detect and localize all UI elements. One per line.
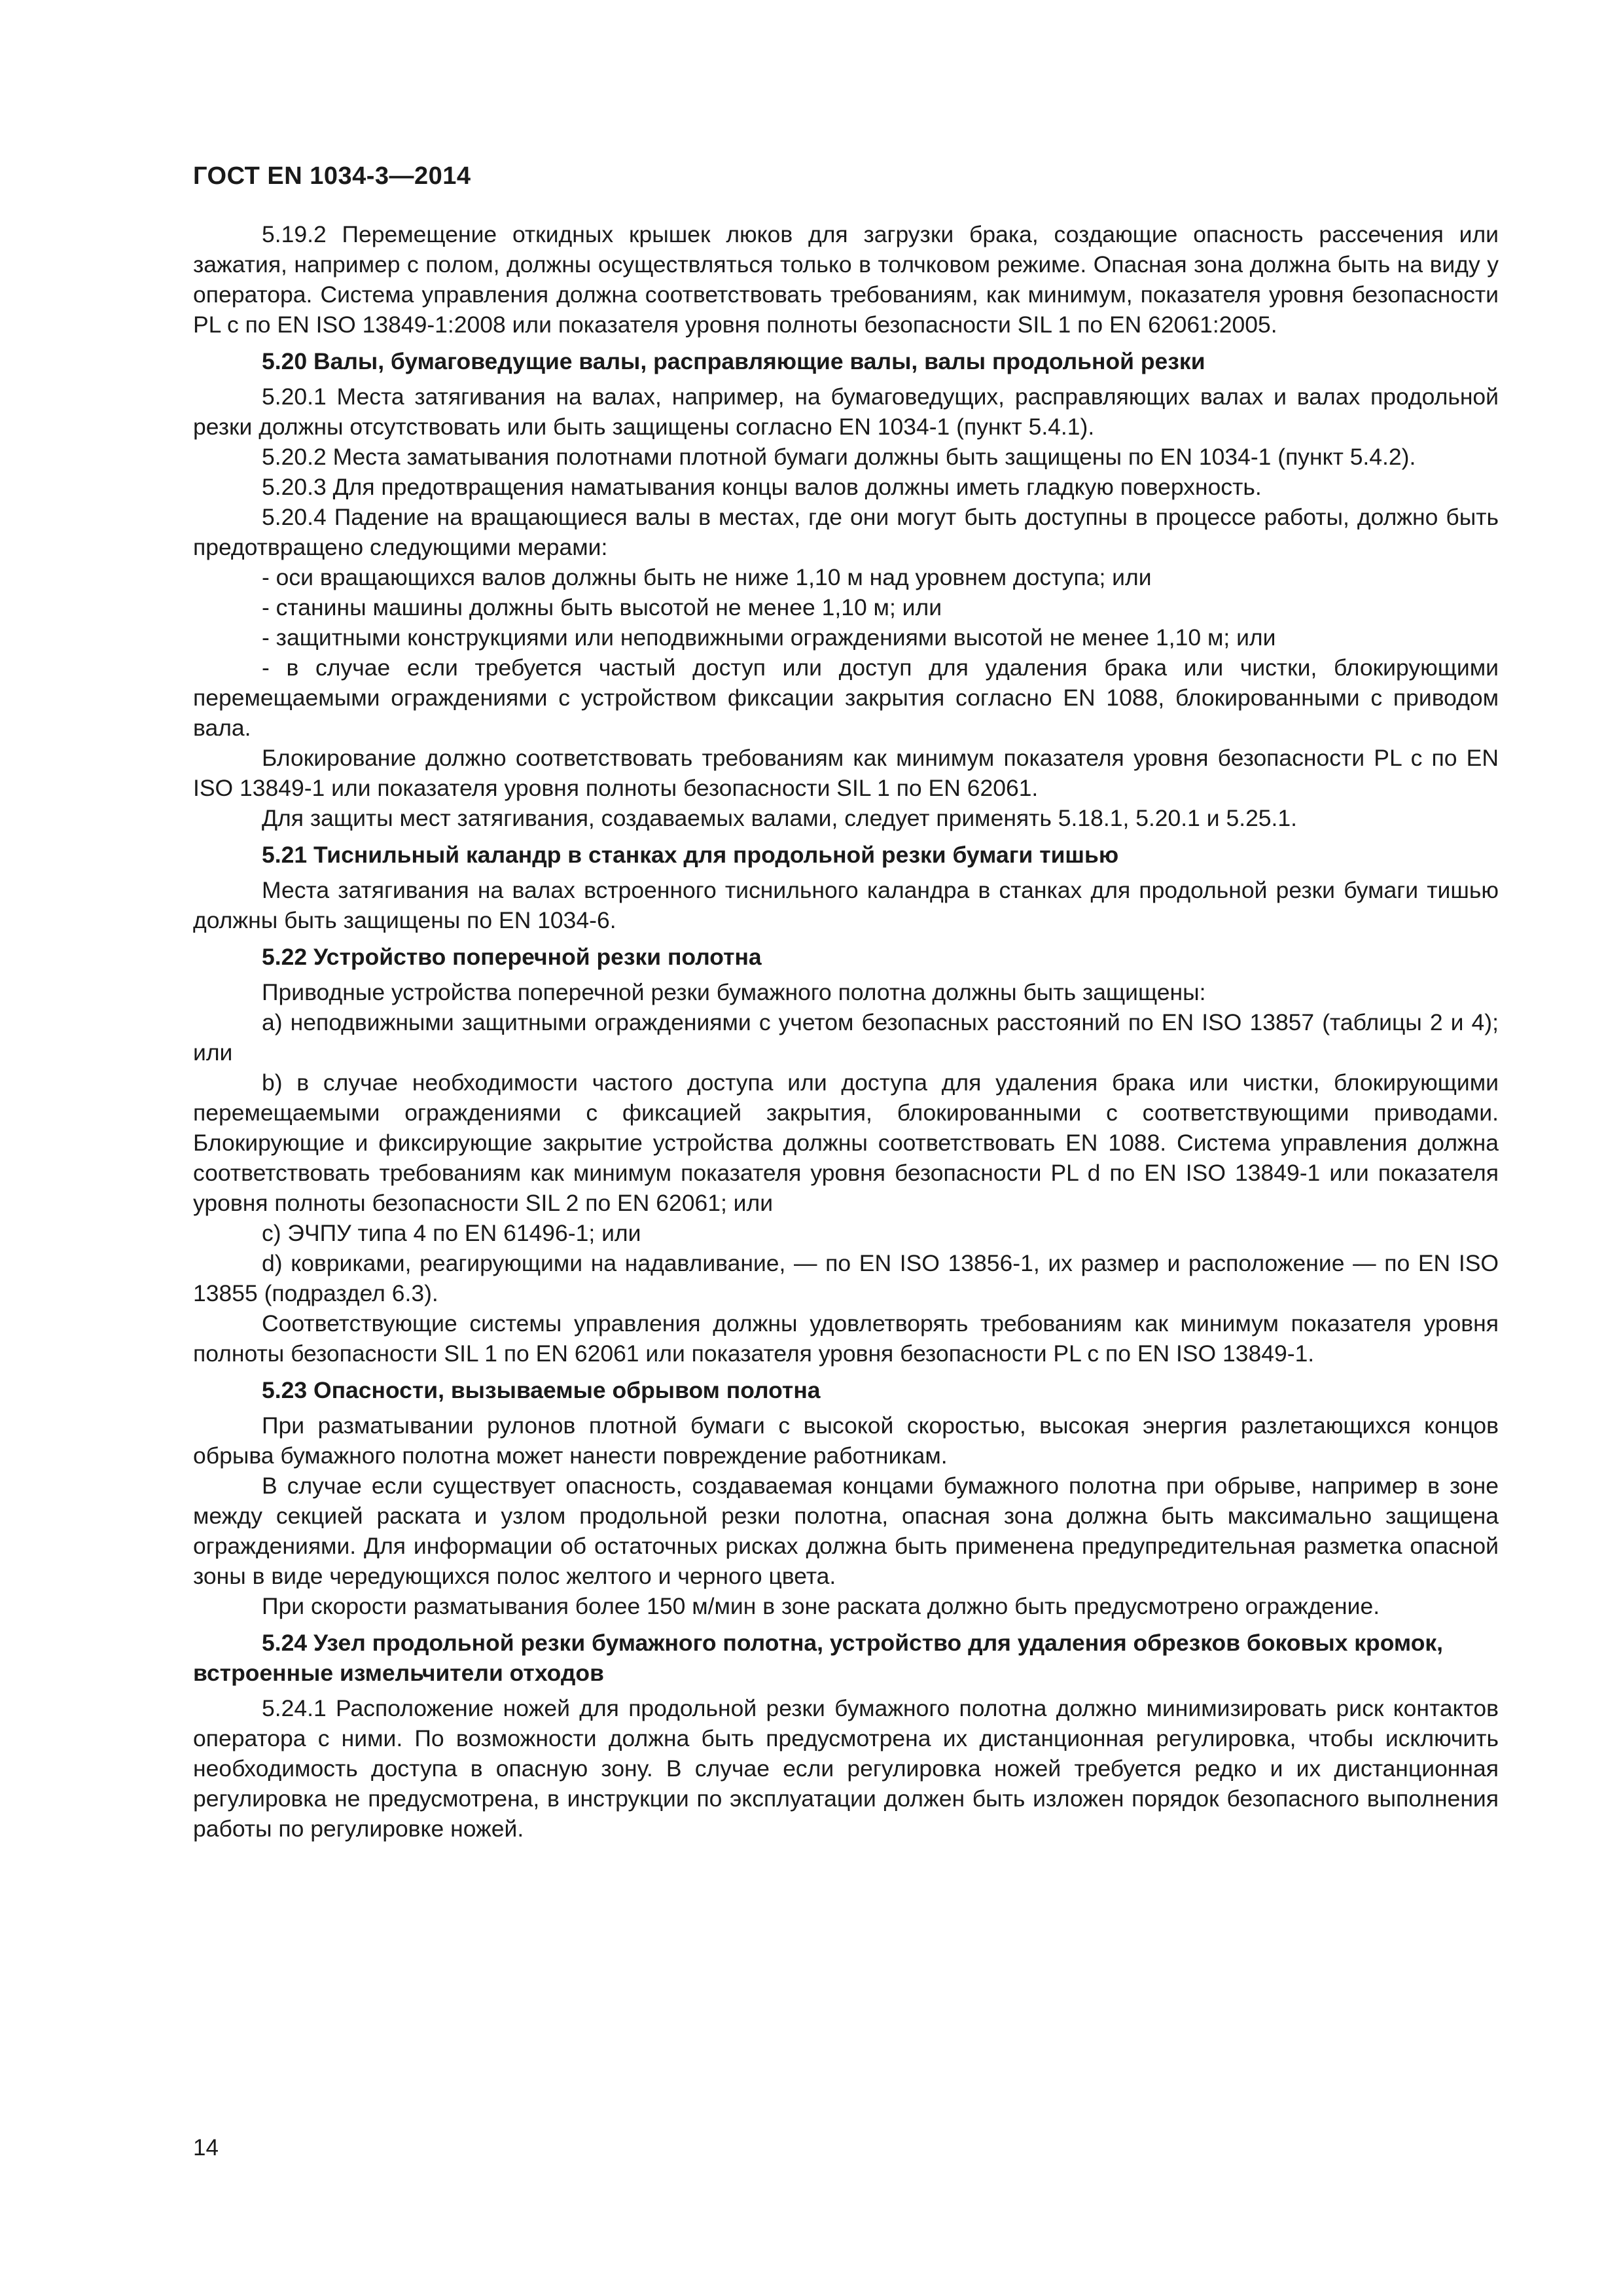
- paragraph-5-19-2: 5.19.2 Перемещение откидных крышек люков для загрузки брака, создающие опасность рассечения или зажатия, например с полом, должны осуществляться только в толчковом режиме. Опасная зона должна быть на виду у оператора. Система управления должна соответствовать требованиям, как минимум, показателя уровня безопасности PL с по EN ISO 13849-1:2008 или показателя уровня полноты безопасности SIL 1 по EN 62061:2005.: [193, 221, 1499, 338]
- list-item: - в случае если требуется частый доступ или доступ для удаления брака или чистки, блокирующими перемещаемыми ограждениями с устройством фиксации закрытия согласно EN 1088, блокированными с приводом вала.: [193, 655, 1499, 741]
- list-item: d) ковриками, реагирующими на надавливание, — по EN ISO 13856-1, их размер и расположение — по EN ISO 13855 (подраздел 6.3).: [193, 1250, 1499, 1306]
- paragraph: При скорости разматывания более 150 м/мин в зоне раската должно быть предусмотрено ограждение.: [262, 1593, 1380, 1619]
- paragraph: Для защиты мест затягивания, создаваемых валами, следует применять 5.18.1, 5.20.1 и 5.25.1.: [262, 805, 1298, 831]
- list-item: a) неподвижными защитными ограждениями с учетом безопасных расстояний по EN ISO 13857 (таблицы 2 и 4); или: [193, 1009, 1499, 1066]
- paragraph: Блокирование должно соответствовать требованиям как минимум показателя уровня безопасности PL с по EN ISO 13849-1 или показателя уровня полноты безопасности SIL 1 по EN 62061.: [193, 745, 1499, 801]
- paragraph: Места затягивания на валах встроенного тиснильного каландра в станках для продольной резки бумаги тишью должны быть защищены по EN 1034-6.: [193, 877, 1499, 933]
- document-body: [193, 219, 1499, 1844]
- list-item: b) в случае необходимости частого доступа или доступа для удаления брака или чистки, блокирующими перемещаемыми ограждениями с фиксацией закрытия, блокированными с соответствующими приводами. Блокирующие и фиксирующие закрытие устройства должны соответствовать EN 1088. Система управления должна соответствовать требованиям как минимум показателя уровня безопасности PL d по EN ISO 13849-1 или показателя уровня полноты безопасности SIL 2 по EN 62061; или: [193, 1069, 1499, 1216]
- list-item: c) ЭЧПУ типа 4 по EN 61496-1; или: [262, 1220, 641, 1246]
- paragraph-5-20-3: 5.20.3 Для предотвращения наматывания концы валов должны иметь гладкую поверхность.: [262, 474, 1262, 500]
- list-item: - оси вращающихся валов должны быть не ниже 1,10 м над уровнем доступа; или: [262, 564, 1152, 590]
- paragraph-5-24-1: 5.24.1 Расположение ножей для продольной резки бумажного полотна должно минимизировать риск контактов оператора с ними. По возможности должна быть предусмотрена их дистанционная регулировка, чтобы исключить необходимость доступа в опасную зону. В случае если регулировка ножей требуется редко и их дистанционная регулировка не предусмотрена, в инструкции по эксплуатации должен быть изложен порядок безопасного выполнения работы по регулировке ножей.: [193, 1695, 1499, 1842]
- paragraph: Соответствующие системы управления должны удовлетворять требованиям как минимум показателя уровня полноты безопасности SIL 1 по EN 62061 или показателя уровня безопасности PL с по EN ISO 13849-1.: [193, 1310, 1499, 1367]
- paragraph: При разматывании рулонов плотной бумаги с высокой скоростью, высокая энергия разлетающихся концов обрыва бумажного полотна может нанести повреждение работникам.: [193, 1412, 1499, 1469]
- paragraph-5-20-4: 5.20.4 Падение на вращающиеся валы в местах, где они могут быть доступны в процессе работы, должно быть предотвращено следующими мерами:: [193, 504, 1499, 560]
- paragraph: В случае если существует опасность, создаваемая концами бумажного полотна при обрыве, например в зоне между секцией раската и узлом продольной резки полотна, опасная зона должна быть максимально защищена ограждениями. Для информации об остаточных рисках должна быть применена предупредительная разметка опасной зоны в виде чередующихся полос желтого и черного цвета.: [193, 1473, 1499, 1589]
- list-item: - станины машины должны быть высотой не менее 1,10 м; или: [262, 594, 942, 620]
- document-header: ГОСТ EN 1034-3—2014: [193, 162, 471, 190]
- paragraph-5-20-1: 5.20.1 Места затягивания на валах, например, на бумаговедущих, расправляющих валах и валах продольной резки должны отсутствовать или быть защищены согласно EN 1034-1 (пункт 5.4.1).: [193, 384, 1499, 440]
- section-heading-5-24: 5.24 Узел продольной резки бумажного полотна, устройство для удаления обрезков боковых кромок, встроенные измельчители отходов: [193, 1630, 1444, 1686]
- list-item: - защитными конструкциями или неподвижными ограждениями высотой не менее 1,10 м; или: [262, 624, 1276, 651]
- section-heading-5-20: 5.20 Валы, бумаговедущие валы, расправляющие валы, валы продольной резки: [262, 348, 1205, 374]
- section-heading-5-22: 5.22 Устройство поперечной резки полотна: [262, 944, 762, 970]
- paragraph-5-20-2: 5.20.2 Места заматывания полотнами плотной бумаги должны быть защищены по EN 1034-1 (пункт 5.4.2).: [262, 444, 1416, 470]
- section-heading-5-21: 5.21 Тиснильный каландр в станках для продольной резки бумаги тишью: [262, 842, 1119, 868]
- section-heading-5-23: 5.23 Опасности, вызываемые обрывом полотна: [262, 1377, 821, 1403]
- paragraph: Приводные устройства поперечной резки бумажного полотна должны быть защищены:: [262, 979, 1206, 1005]
- page-number: 14: [193, 2135, 219, 2161]
